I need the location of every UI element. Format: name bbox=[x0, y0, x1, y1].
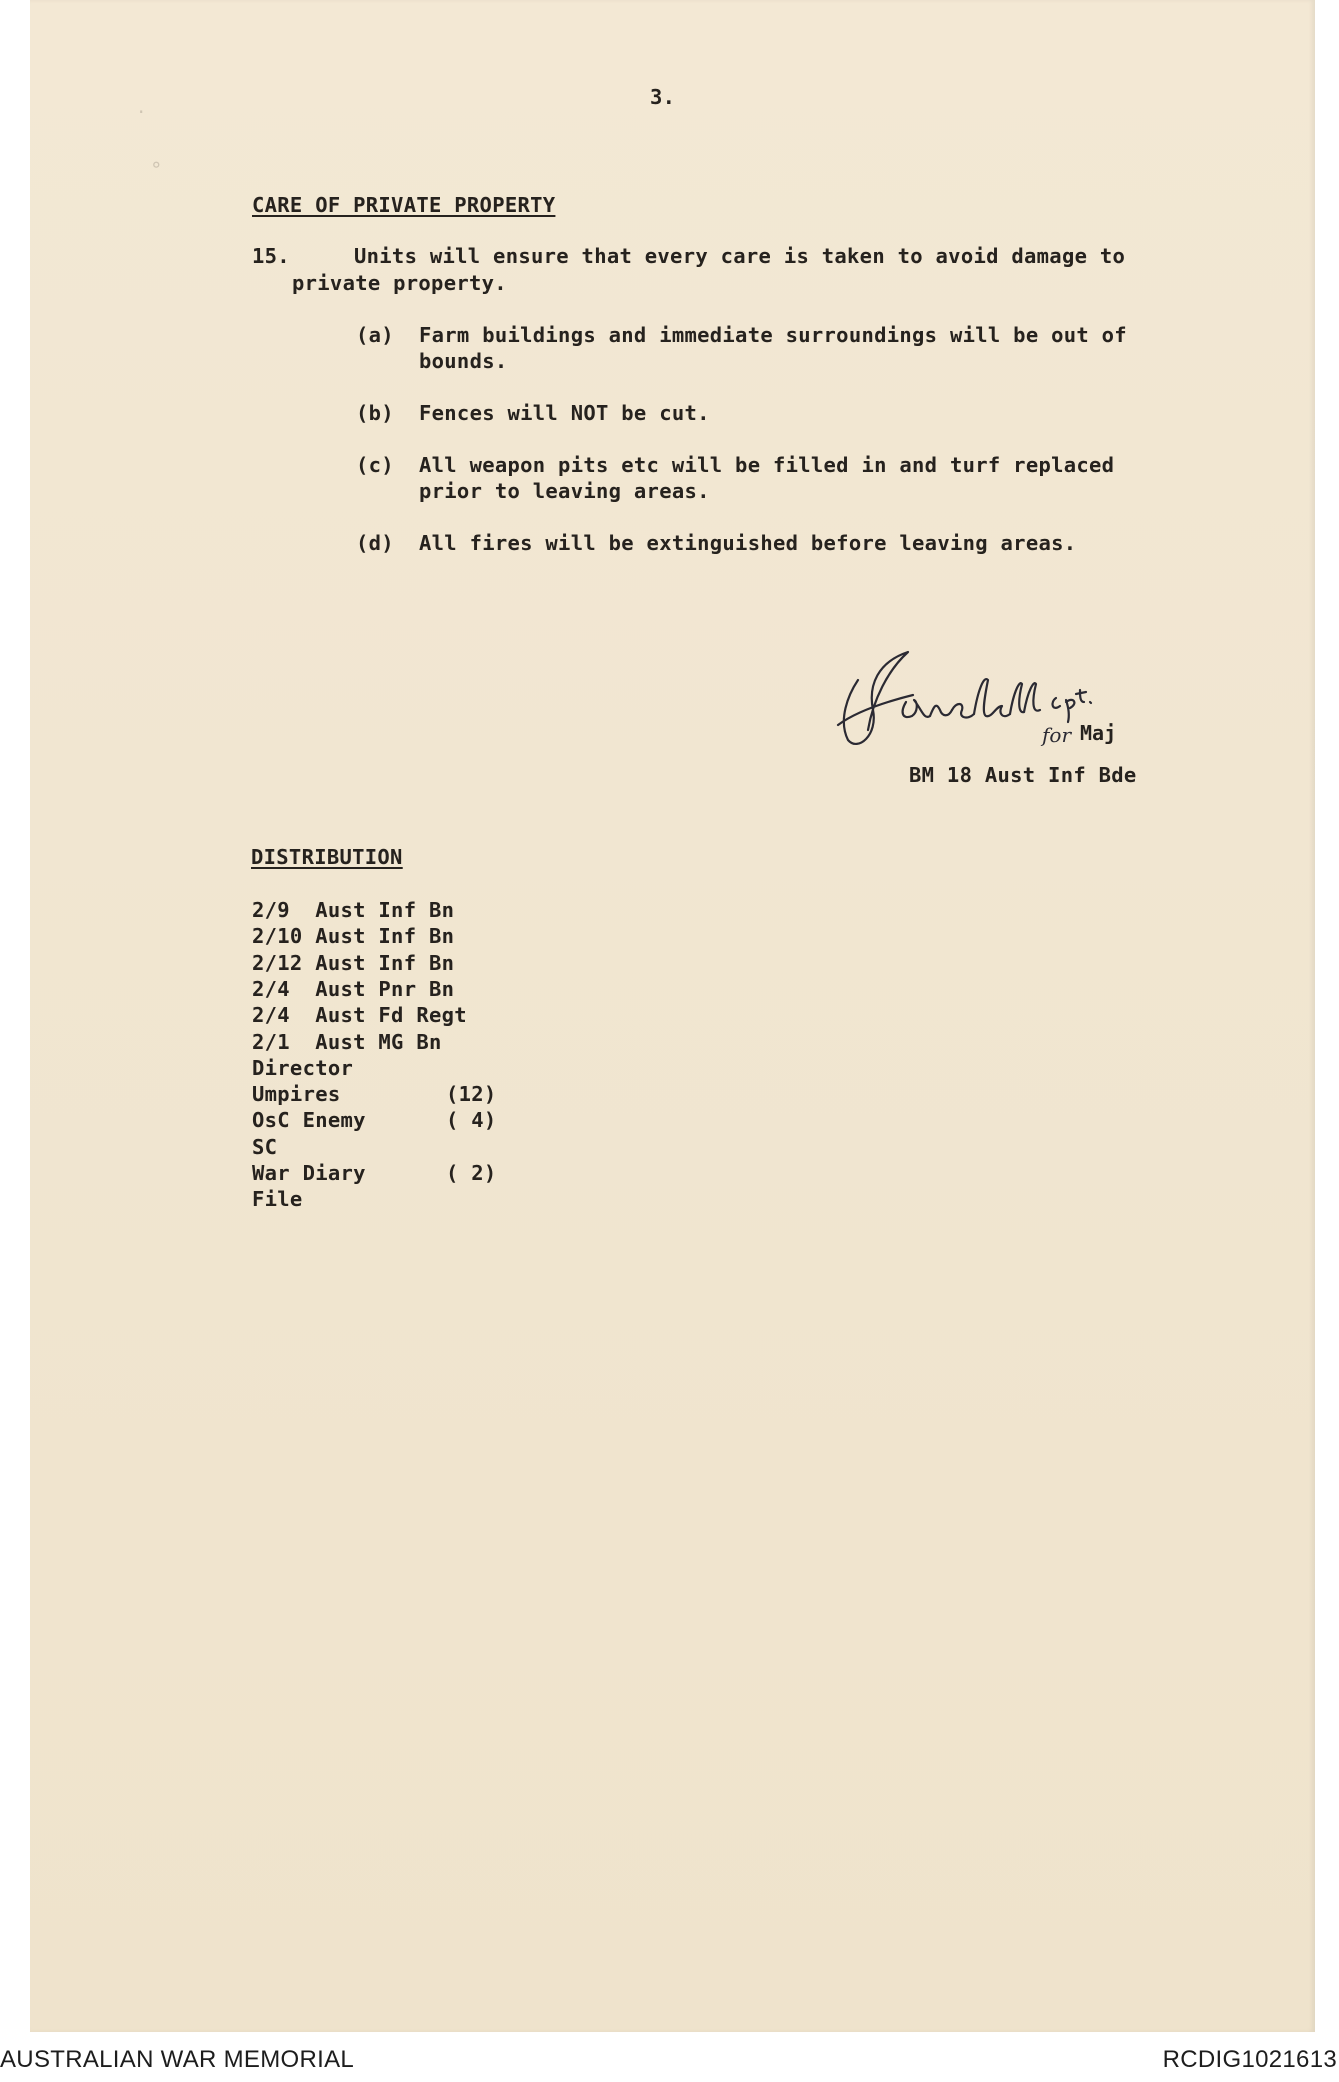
distribution-row bbox=[252, 1055, 552, 1081]
footer-record-id: RCDIG1021613 bbox=[1162, 2046, 1337, 2073]
distribution-row bbox=[252, 897, 552, 923]
distribution-row bbox=[252, 1107, 552, 1133]
item-a-line: Farm buildings and immediate surroundings will be out of bbox=[419, 323, 1127, 347]
handwritten-signature bbox=[818, 640, 1158, 760]
distribution-row bbox=[252, 950, 552, 976]
item-c-line: prior to leaving areas. bbox=[419, 479, 710, 503]
distribution-row bbox=[252, 1081, 552, 1107]
signature-appointment: BM 18 Aust Inf Bde bbox=[909, 763, 1137, 787]
item-label-a: (a) bbox=[356, 323, 394, 347]
distribution-recipient: Umpires bbox=[252, 1082, 341, 1107]
footer-archive-name: AUSTRALIAN WAR MEMORIAL bbox=[0, 2046, 355, 2073]
distribution-recipient: 2/4 Aust Fd Regt bbox=[252, 1003, 467, 1028]
distribution-row bbox=[252, 1002, 552, 1028]
distribution-recipient: War Diary bbox=[252, 1161, 366, 1185]
distribution-recipient: 2/4 Aust Pnr Bn bbox=[252, 976, 455, 1001]
distribution-row bbox=[252, 1029, 552, 1055]
paragraph-line: private property. bbox=[292, 271, 507, 295]
distribution-row bbox=[252, 1186, 552, 1212]
distribution-heading: DISTRIBUTION bbox=[251, 845, 403, 869]
distribution-recipient: 2/10 Aust Inf Bn bbox=[252, 924, 455, 949]
distribution-row bbox=[252, 923, 552, 949]
distribution-recipient: OsC Enemy bbox=[252, 1108, 366, 1133]
distribution-recipient: SC bbox=[252, 1134, 278, 1159]
item-a-line: bounds. bbox=[419, 349, 508, 373]
item-label-d: (d) bbox=[356, 531, 394, 555]
signature-for-text: for bbox=[1042, 723, 1072, 747]
item-label-c: (c) bbox=[356, 453, 394, 477]
distribution-recipient: Director bbox=[252, 1055, 354, 1080]
distribution-row bbox=[252, 1160, 552, 1186]
section-heading: CARE OF PRIVATE PROPERTY bbox=[252, 193, 556, 217]
paragraph-line: Units will ensure that every care is taken to avoid damage to bbox=[354, 244, 1126, 268]
item-label-b: (b) bbox=[356, 401, 394, 425]
distribution-copy-count: ( 2) bbox=[446, 1161, 497, 1185]
paper-blemish-icon: · bbox=[138, 100, 145, 124]
distribution-row bbox=[252, 976, 552, 1002]
distribution-recipient: 2/1 Aust MG Bn bbox=[252, 1029, 442, 1054]
distribution-row bbox=[252, 1134, 552, 1160]
document-page bbox=[30, 0, 1315, 2032]
paper-blemish-icon: ∘ bbox=[150, 152, 163, 176]
distribution-recipient: 2/12 Aust Inf Bn bbox=[252, 950, 455, 975]
signature-rank: Maj bbox=[1080, 721, 1117, 745]
distribution-recipient: 2/9 Aust Inf Bn bbox=[252, 898, 455, 922]
item-c-line: All weapon pits etc will be filled in and turf replaced bbox=[419, 453, 1115, 477]
item-d-line: All fires will be extinguished before leaving areas. bbox=[419, 531, 1077, 555]
paragraph-number: 15. bbox=[252, 244, 290, 268]
item-b-line: Fences will NOT be cut. bbox=[419, 401, 710, 425]
distribution-copy-count: ( 4) bbox=[446, 1108, 497, 1133]
distribution-recipient: File bbox=[252, 1187, 303, 1212]
page-number: 3. bbox=[650, 85, 676, 109]
distribution-copy-count: (12) bbox=[446, 1082, 497, 1107]
